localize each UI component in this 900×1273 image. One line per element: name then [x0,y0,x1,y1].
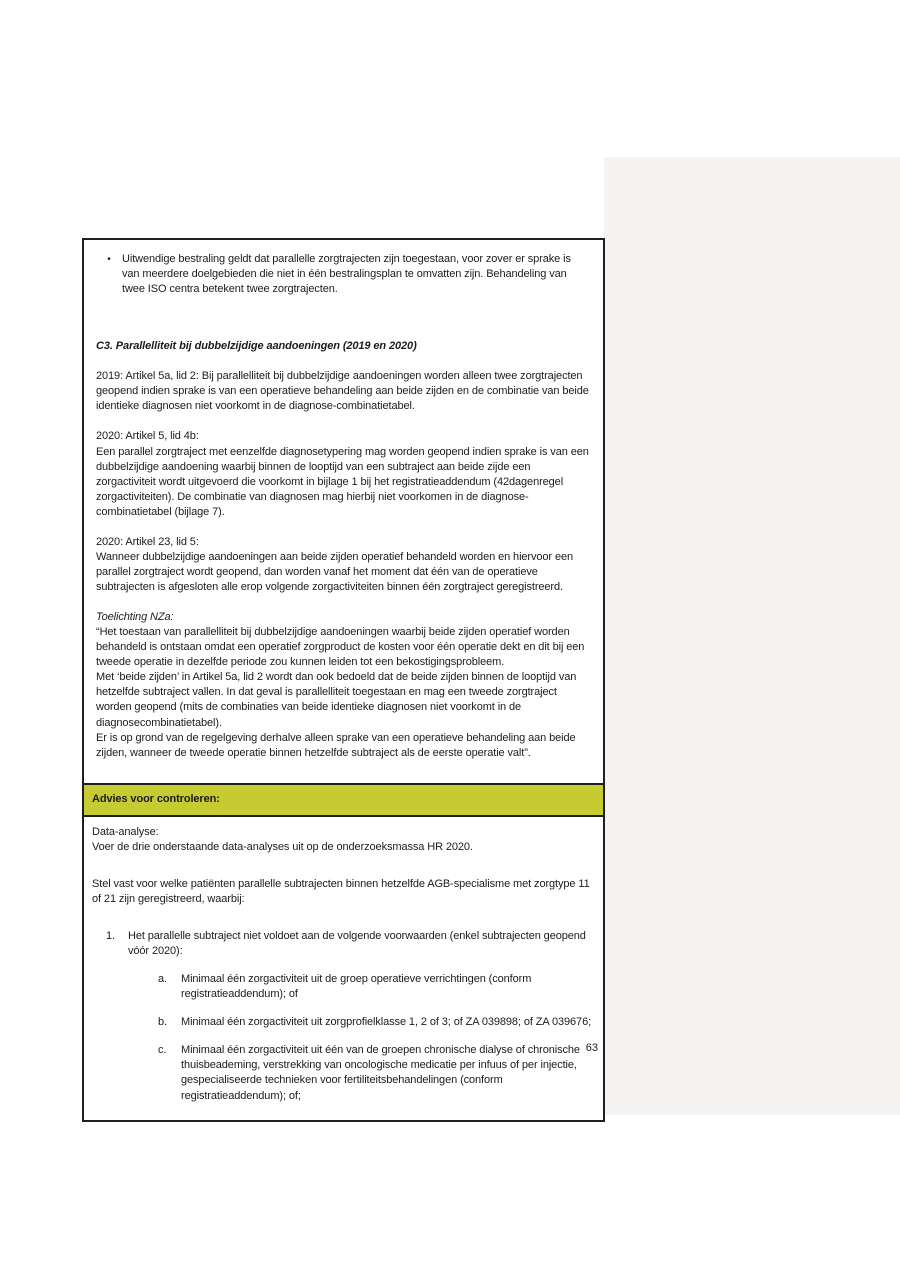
item-text: Het parallelle subtraject niet voldoet aan de volgende voorwaarden (enkel subtrajecten geopend vóór 2020): [128,930,586,958]
paragraph-2020-artikel5 [96,429,589,519]
item-number: 1. [106,930,115,942]
sub-item-letter: a. [158,973,167,986]
paragraph-2020-artikel5-body: Een parallel zorgtraject met eenzelfde diagnosetypering mag worden geopend indien sprake is van een dubbelzijdige aandoening waarbij binnen de looptijd van een subtraject aan beide zijde een zorgactiviteit wordt uitgevoerd die voorkomt in bijlage 1 bij het registratieaddendum (42dagenregel zorgactiviteiten). De combinatie van diagnosen mag hierbij niet voorkomen in de diagnose-combinatietabel (bijlage 7). [96,445,589,518]
sub-item-a [92,972,593,1002]
data-analyse-block [92,825,593,855]
advice-header-bar: Advies voor controleren: [84,783,603,817]
bullet-item [96,252,589,297]
paragraph-2020-artikel23-body: Wanneer dubbelzijdige aandoeningen aan beide zijden operatief behandeld worden en hiervoor een parallel zorgtraject wordt geopend, dan worden vanaf het moment dat één van de operatieve subtrajecten is afgesloten alle erop volgende zorgactiviteiten binnen één zorgtraject geregistreerd. [96,550,574,593]
toelichting-nza-line2: Met ‘beide zijden’ in Artikel 5a, lid 2 wordt dan ook bedoeld dat de beide zijden binnen de looptijd van hetzelfde subtraject vallen. In dat geval is parallelliteit toegestaan en mag een tweede zorgtraject worden geopend (mits de combinaties van beide identieke diagnosen niet voorkomt in de diagnosecombinatietabel). [96,671,577,729]
bullet-icon: • [107,254,111,265]
regulation-advice-table [82,238,605,1122]
data-analyse-label: Data-analyse: [92,825,159,838]
data-analyse-body: Voer de drie onderstaande data-analyses uit op de onderzoeksmassa HR 2020. [92,840,473,853]
toelichting-nza-line3: Er is op grond van de regelgeving derhalve alleen sprake van een operatieve behandeling aan beide zijden, wanneer de tweede operatie binnen hetzelfde subtraject als de eerste operatie valt”. [96,731,576,759]
sub-item-letter: b. [158,1016,167,1029]
paragraph-2020-artikel23 [96,535,589,595]
sub-item-text: Minimaal één zorgactiviteit uit de groep operatieve verrichtingen (conform registratieaddendum); of [181,973,532,1001]
sub-item-text: Minimaal één zorgactiviteit uit één van de groepen chronische dialyse of chronische thuisbeademing, verstrekking van oncologische medicatie per infuus of per injectie, gespecialiseerde technieken voor fertiliteitsbehandelingen (conform registratieaddendum); of; [181,1044,580,1102]
analysis-intro: Stel vast voor welke patiënten parallelle subtrajecten binnen hetzelfde AGB-specialisme met zorgtype 11 of 21 zijn geregistreerd, waarbij: [92,877,590,905]
bullet-text: Uitwendige bestraling geldt dat parallelle zorgtrajecten zijn toegestaan, voor zover er sprake is van meerdere doelgebieden die niet in één bestralingsplan te omvatten zijn. Behandeling van twee ISO centra betekent twee zorgtrajecten. [122,253,571,296]
section-heading-c3: C3. Parallelliteit bij dubbelzijdige aandoeningen (2019 en 2020) [96,340,417,353]
page-number: 63 [585,1042,598,1054]
sub-item-text: Minimaal één zorgactiviteit uit zorgprofielklasse 1, 2 of 3; of ZA 039898; of ZA 039676; [181,1016,592,1029]
analysis-section [84,817,603,1120]
toelichting-nza-line1: “Het toestaan van parallelliteit bij dubbelzijdige aandoeningen waarbij beide zijden operatief worden behandeld is ontstaan omdat een operatief zorgproduct de kosten voor één operatie dekt en dit bij een tweede operatie in dezelfde periode zou kunnen leiden tot een bekostigingsprobleem. [96,626,585,669]
paragraph-2020-artikel5-title: 2020: Artikel 5, lid 4b: [96,430,199,443]
right-margin-panel [604,157,900,1115]
numbered-item-1 [92,929,593,959]
sub-item-b [92,1015,593,1030]
toelichting-nza-label: Toelichting NZa: [96,611,174,624]
paragraph-2020-artikel23-title: 2020: Artikel 23, lid 5: [96,535,199,548]
sub-item-letter: c. [158,1044,167,1057]
regulation-section [84,240,603,783]
paragraph-2019-artikel5a: 2019: Artikel 5a, lid 2: Bij parallelliteit bij dubbelzijdige aandoeningen worden alleen twee zorgtrajecten geopend indien sprake is van een operatieve behandeling aan beide zijden en de combinatie van beide identieke diagnosen niet voorkomt in de diagnose-combinatietabel. [96,370,589,413]
toelichting-nza-block [96,610,589,761]
